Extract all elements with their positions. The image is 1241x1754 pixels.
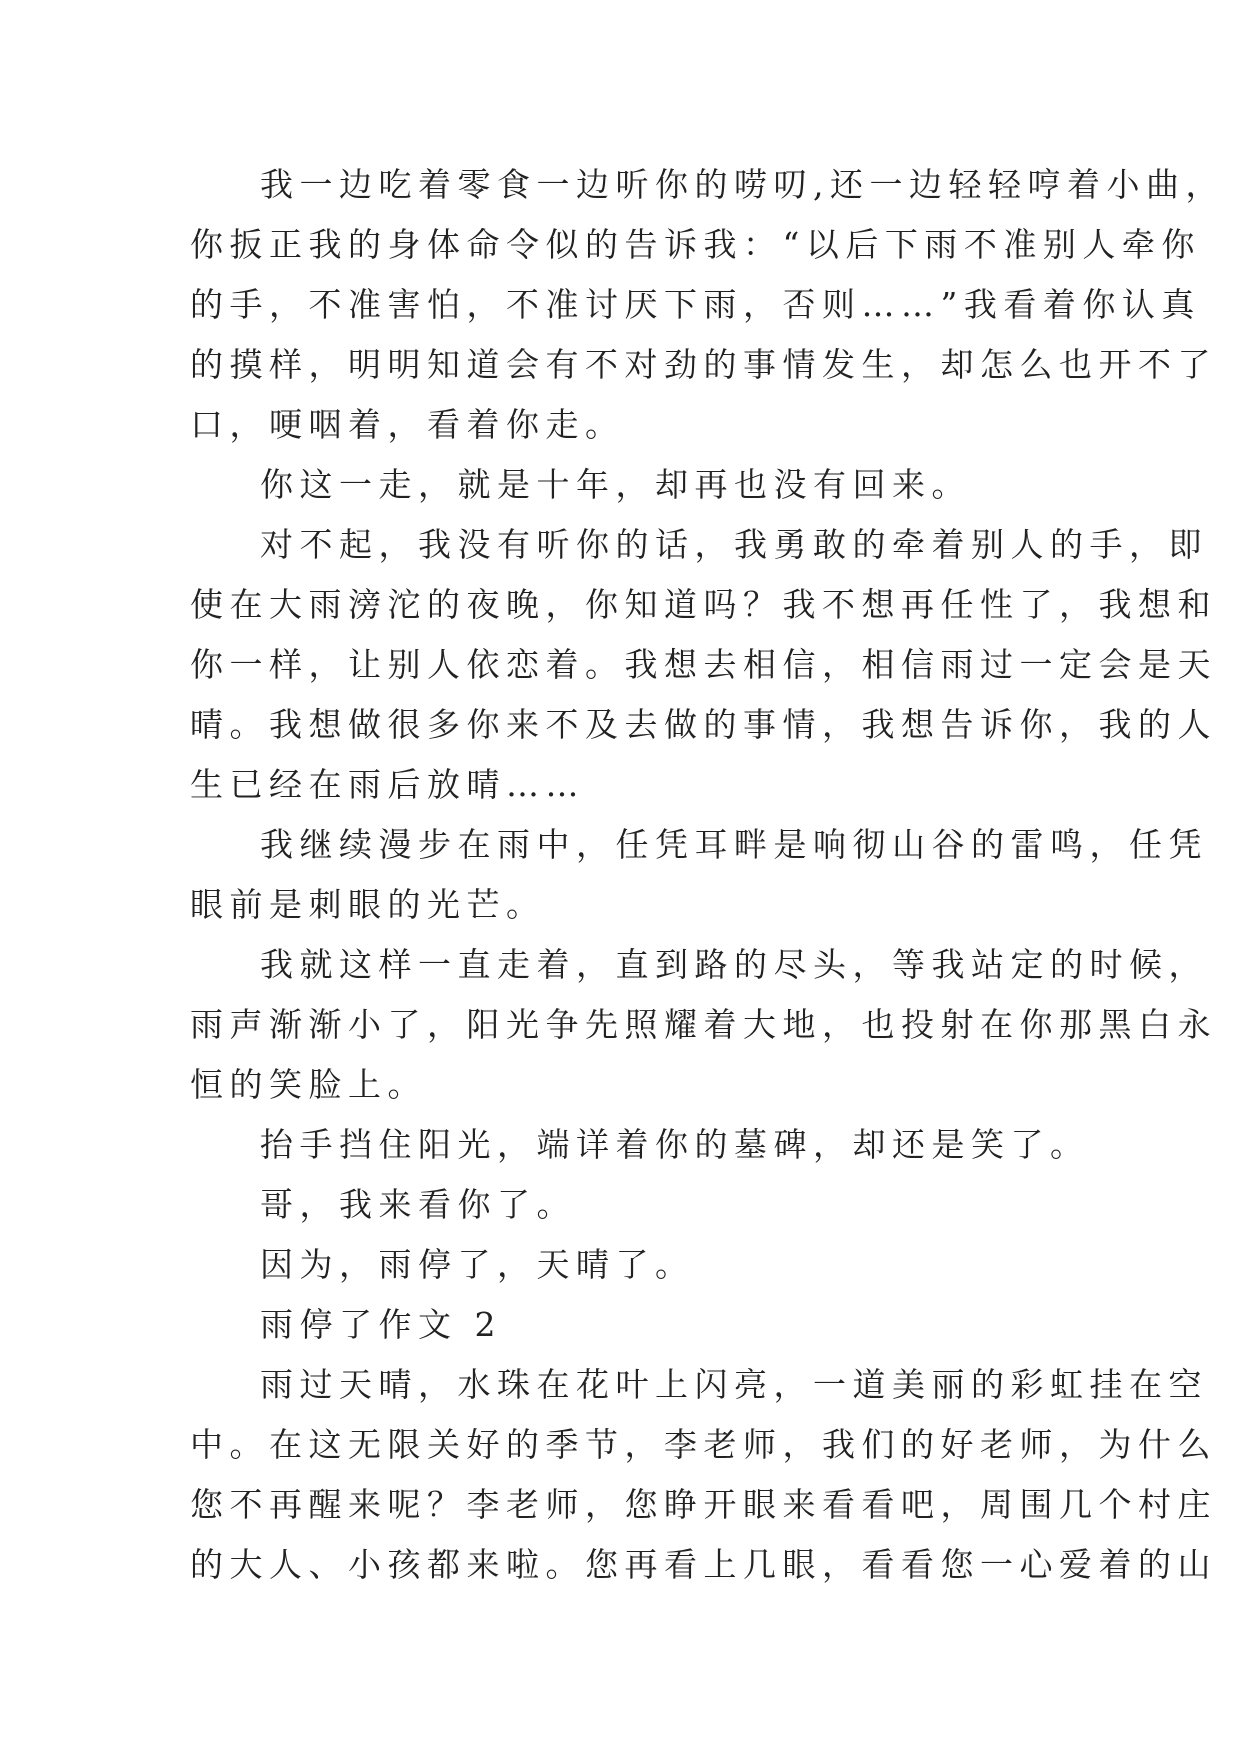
text-line: 恒的笑脸上。 [190, 1065, 427, 1104]
text-line: 的手，不准害怕，不准讨厌下雨，否则……”我看着你认真 [190, 285, 1201, 324]
text-line: 你这一走，就是十年，却再也没有回来。 [260, 465, 971, 504]
text-line: 抬手挡住阳光，端详着你的墓碑，却还是笑了。 [260, 1125, 1090, 1164]
text-line: 因为，雨停了，天晴了。 [260, 1245, 695, 1284]
section-heading: 雨停了作文 2 [260, 1305, 502, 1344]
text-line: 你扳正我的身体命令似的告诉我：“以后下雨不准别人牵你 [190, 225, 1201, 264]
text-line: 你一样，让别人依恋着。我想去相信，相信雨过一定会是天 [190, 645, 1217, 684]
text-line: 我一边吃着零食一边听你的唠叨,还一边轻轻哼着小曲， [260, 165, 1225, 204]
text-line: 的大人、小孩都来啦。您再看上几眼，看看您一心爱着的山 [190, 1545, 1217, 1584]
text-line: 雨声渐渐小了，阳光争先照耀着大地，也投射在你那黑白永 [190, 1005, 1217, 1044]
text-line: 生已经在雨后放晴…… [190, 765, 585, 804]
text-line: 您不再醒来呢？李老师，您睁开眼来看看吧，周围几个村庄 [190, 1485, 1217, 1524]
text-line: 雨过天晴，水珠在花叶上闪亮，一道美丽的彩虹挂在空 [260, 1365, 1208, 1404]
text-line: 晴。我想做很多你来不及去做的事情，我想告诉你，我的人 [190, 705, 1217, 744]
text-line: 口，哽咽着，看着你走。 [190, 405, 625, 444]
text-line: 我继续漫步在雨中，任凭耳畔是响彻山谷的雷鸣，任凭 [260, 825, 1208, 864]
text-line: 眼前是刺眼的光芒。 [190, 885, 546, 924]
text-line: 的摸样，明明知道会有不对劲的事情发生，却怎么也开不了 [190, 345, 1217, 384]
text-line: 使在大雨滂沱的夜晚，你知道吗？我不想再任性了，我想和 [190, 585, 1217, 624]
text-line: 我就这样一直走着，直到路的尽头，等我站定的时候， [260, 945, 1208, 984]
essay-body [190, 155, 1225, 1595]
text-line: 中。在这无限关好的季节，李老师，我们的好老师，为什么 [190, 1425, 1217, 1464]
text-line: 哥，我来看你了。 [260, 1185, 576, 1224]
text-line: 对不起，我没有听你的话，我勇敢的牵着别人的手，即 [260, 525, 1208, 564]
